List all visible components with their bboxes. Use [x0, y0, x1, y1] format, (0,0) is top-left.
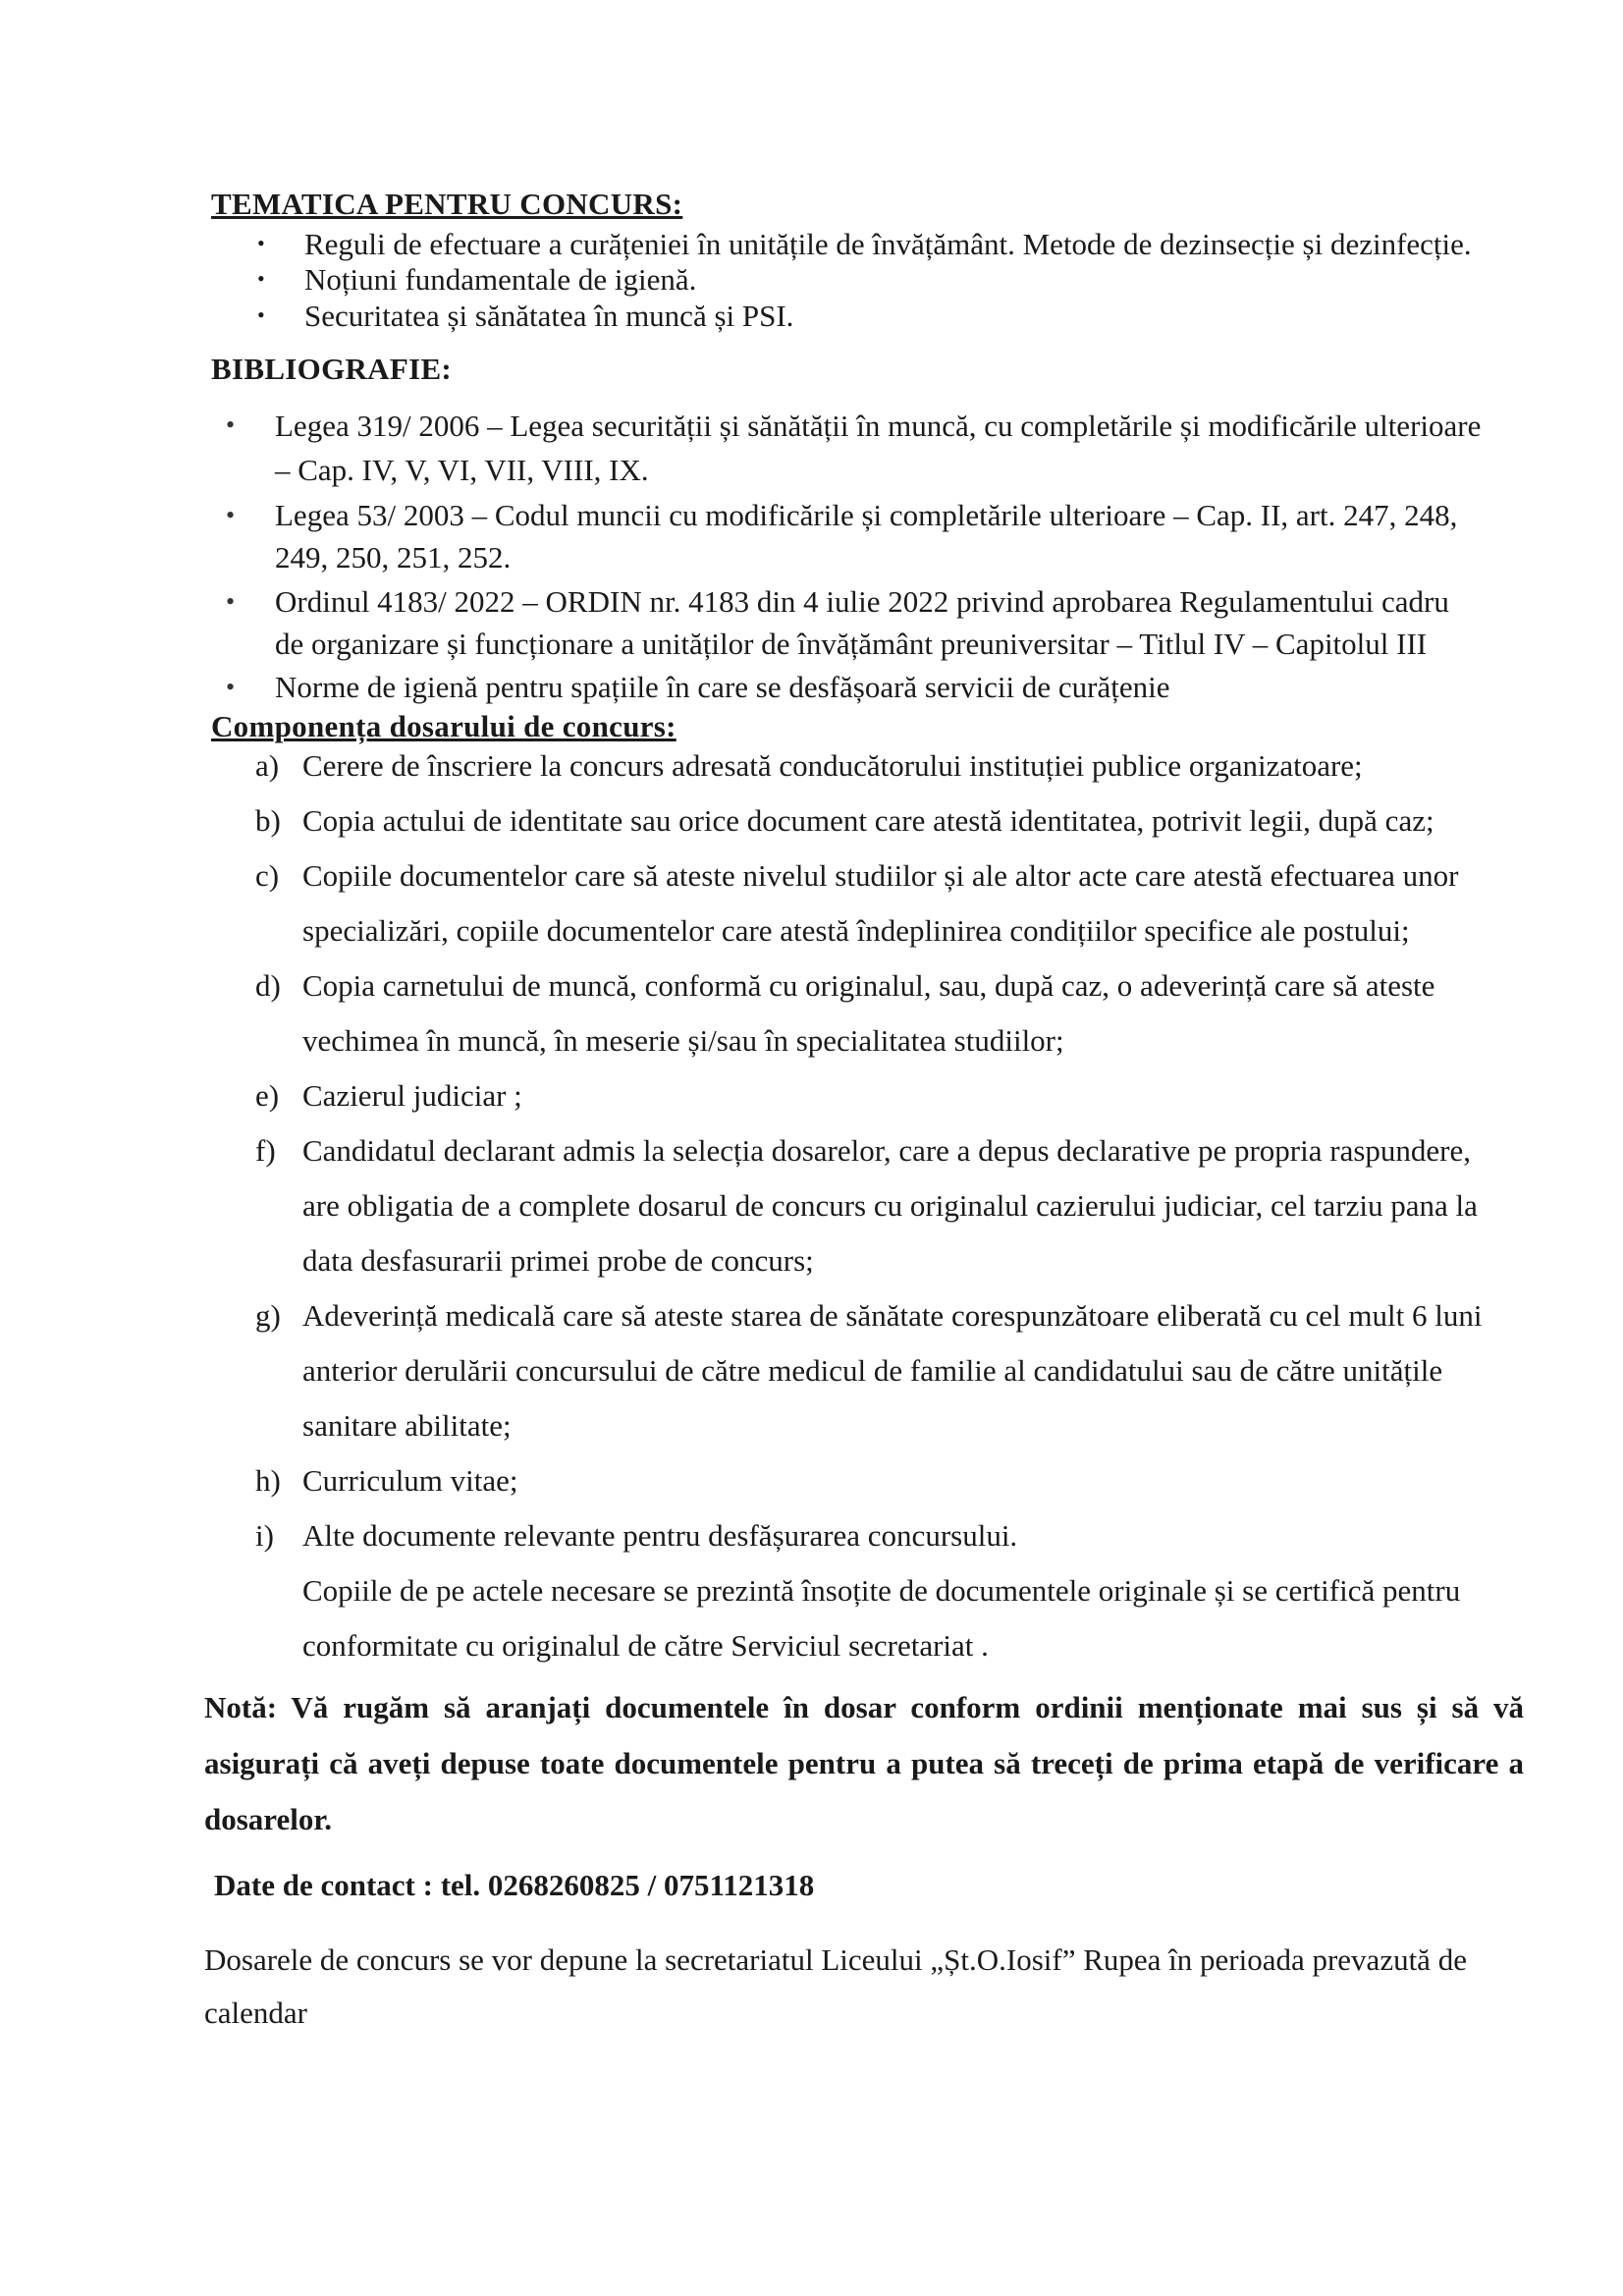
- bibliografie-item-1-line1: Legea 319/ 2006 – Legea securității și sănătății în muncă, cu completările și modificările ulterioare: [275, 409, 1482, 443]
- componenta-heading: Componența dosarului de concurs:: [211, 709, 676, 743]
- bibliografie-item-2-line2: 249, 250, 251, 252.: [275, 540, 512, 574]
- item-label-a: a): [255, 748, 280, 783]
- componenta-item-g-line1: Adeverință medicală care să ateste starea de sănătate corespunzătoare eliberată cu cel mult 6 luni: [302, 1298, 1483, 1333]
- depunere-line1: Dosarele de concurs se vor depune la secretariatul Liceului „Șt.O.Iosif” Rupea în perioada prevazută de: [204, 1942, 1467, 1977]
- componenta-item-f-line3: data desfasurarii primei probe de concurs;: [302, 1243, 814, 1278]
- nota-paragraph: Notă: Vă rugăm să aranjați documentele în dosar conform ordinii menționate mai sus și să vă asigurați că aveți depuse toate documentele pentru a putea să treceți de prima etapă de verificare a dosarelor.: [204, 1690, 1524, 1836]
- item-label-h: h): [255, 1463, 281, 1498]
- componenta-item-i-line2: Copiile de pe actele necesare se prezintă însoțite de documentele originale și se certifică pentru: [302, 1573, 1461, 1608]
- componenta-item-e: Cazierul judiciar ;: [302, 1078, 522, 1113]
- componenta-item-d-line2: vechimea în muncă, în meserie și/sau în specialitatea studiilor;: [302, 1023, 1064, 1058]
- item-label-g: g): [255, 1298, 281, 1333]
- tematica-item-1: Reguli de efectuare a curățeniei în unitățile de învățământ. Metode de dezinsecție și dezinfecție.: [304, 227, 1472, 261]
- bullet-icon: •: [257, 231, 265, 255]
- componenta-item-b: Copia actului de identitate sau orice document care atestă identitatea, potrivit legii, după caz;: [302, 803, 1434, 838]
- item-label-b: b): [255, 803, 281, 838]
- bullet-icon: •: [226, 501, 236, 529]
- bullet-icon: •: [257, 266, 265, 291]
- bullet-icon: •: [226, 587, 236, 616]
- bibliografie-heading: BIBLIOGRAFIE:: [211, 352, 453, 386]
- bibliografie-item-1-line2: – Cap. IV, V, VI, VII, VIII, IX.: [275, 453, 649, 487]
- item-label-i: i): [255, 1518, 274, 1553]
- bullet-icon: •: [226, 410, 236, 439]
- depunere-line2: calendar: [204, 1995, 307, 2030]
- componenta-item-f-line1: Candidatul declarant admis la selecția dosarelor, care a depus declarative pe propria raspundere,: [302, 1133, 1471, 1168]
- bibliografie-item-3-line2: de organizare și funcționare a unităților de învățământ preuniversitar – Titlul IV – Capitolul III: [275, 627, 1428, 661]
- bibliografie-item-3-line1: Ordinul 4183/ 2022 – ORDIN nr. 4183 din 4 iulie 2022 privind aprobarea Regulamentului cadru: [275, 584, 1449, 619]
- item-label-f: f): [255, 1133, 276, 1168]
- componenta-item-i-line3: conformitate cu originalul de către Serviciul secretariat .: [302, 1628, 989, 1663]
- tematica-item-2: Noțiuni fundamentale de igienă.: [304, 262, 697, 297]
- componenta-item-g-line3: sanitare abilitate;: [302, 1408, 512, 1443]
- bibliografie-item-2-line1: Legea 53/ 2003 – Codul muncii cu modificările și completările ulterioare – Cap. II, art. 247, 248,: [275, 498, 1458, 532]
- componenta-item-a: Cerere de înscriere la concurs adresată conducătorului instituției publice organizatoare;: [302, 748, 1363, 783]
- item-label-e: e): [255, 1078, 280, 1113]
- componenta-item-f-line2: are obligatia de a complete dosarul de concurs cu originalul cazierului judiciar, cel tarziu pana la: [302, 1188, 1478, 1223]
- bullet-icon: •: [257, 302, 265, 327]
- tematica-item-3: Securitatea și sănătatea în muncă și PSI.: [304, 299, 794, 333]
- bibliografie-item-4-line1: Norme de igienă pentru spațiile în care se desfășoară servicii de curățenie: [275, 670, 1170, 704]
- item-label-d: d): [255, 968, 281, 1003]
- componenta-item-c-line2: specializări, copiile documentelor care atestă îndeplinirea condițiilor specifice ale postului;: [302, 913, 1410, 948]
- componenta-item-i-line1: Alte documente relevante pentru desfășurarea concursului.: [302, 1518, 1018, 1553]
- contact-line: Date de contact : tel. 0268260825 / 0751121318: [214, 1868, 815, 1902]
- componenta-item-h: Curriculum vitae;: [302, 1463, 518, 1498]
- item-label-c: c): [255, 858, 280, 893]
- componenta-item-c-line1: Copiile documentelor care să ateste nivelul studiilor și ale altor acte care atestă efectuarea unor: [302, 858, 1459, 893]
- tematica-heading: TEMATICA PENTRU CONCURS:: [211, 187, 683, 221]
- componenta-item-d-line1: Copia carnetului de muncă, conformă cu originalul, sau, după caz, o adeverință care să ateste: [302, 968, 1435, 1003]
- componenta-item-g-line2: anterior derulării concursului de către medicul de familie al candidatului sau de către unitățile: [302, 1353, 1443, 1388]
- bullet-icon: •: [226, 673, 236, 701]
